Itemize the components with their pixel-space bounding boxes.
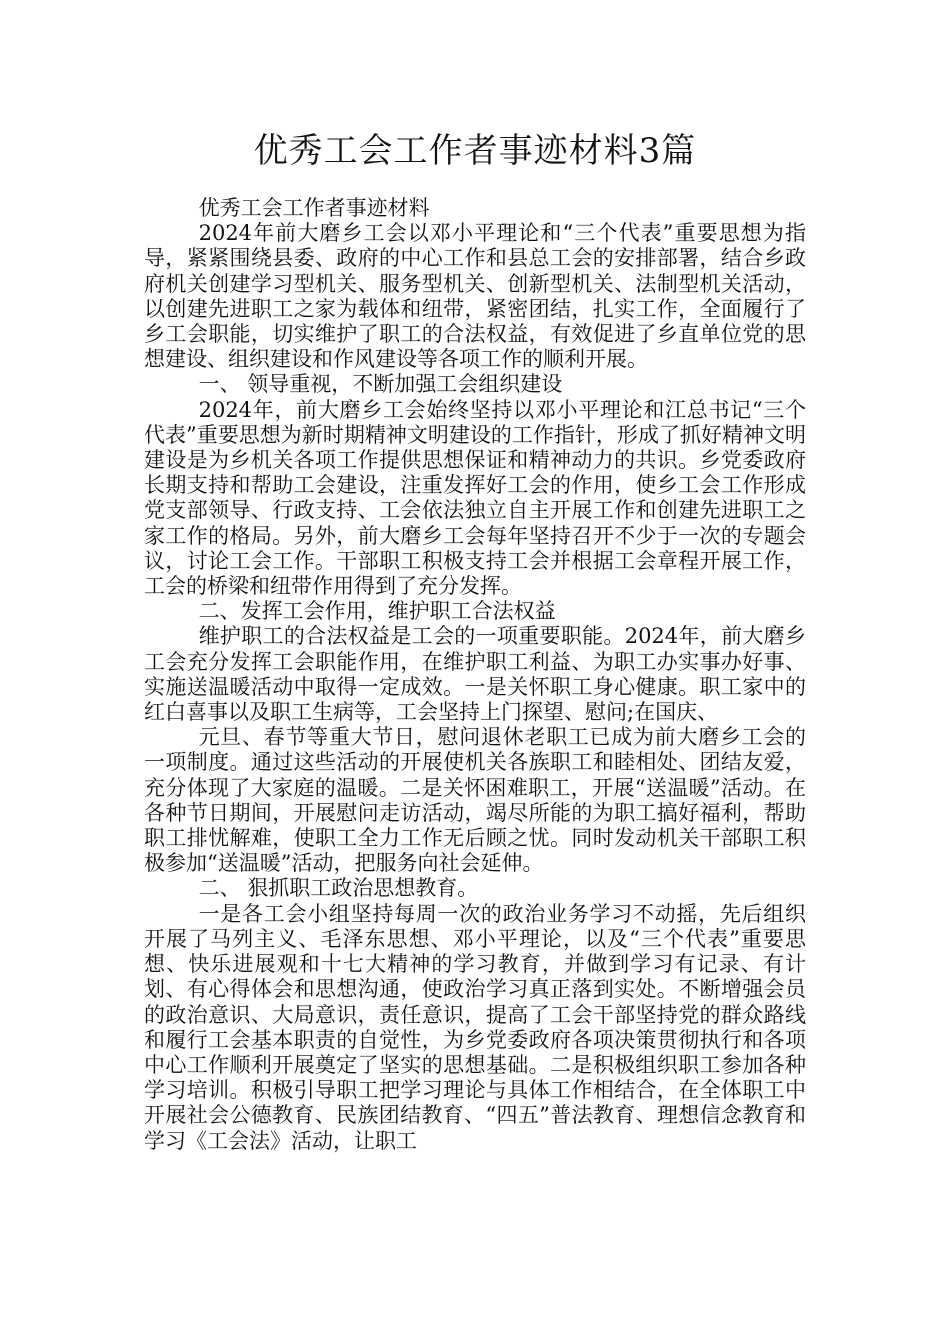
paragraph: 元旦、春节等重大节日，慰问退休老职工已成为前大磨乡工会的一项制度。通过这些活动的开展使机关各族职工和睦相处、团结友爱，充分体现了大家庭的温暖。二是关怀困难职工，开展“送温暖”活动。在各种节日期间，开展慰问走访活动，竭尽所能的为职工搞好福利，帮助职工排忧解难，使职工全力工作无后顾之忧。同时发动机关干部职工积极参加“送温暖”活动，把服务向社会延伸。 [144,725,806,876]
section-heading: 一、 领导重视，不断加强工会组织建设 [198,372,563,397]
section-subtitle: 优秀工会工作者事迹材料 [198,196,430,220]
section-heading: 二、 狠抓职工政治思想教育。 [198,876,479,901]
document-title: 优秀工会工作者事迹材料3篇 [253,131,697,171]
document-body [144,196,806,1154]
paragraph: 2024年前大磨乡工会以邓小平理论和“三个代表”重要思想为指导，紧紧围绕县委、政府的中心工作和县总工会的安排部署，结合乡政府机关创建学习型机关、服务型机关、创新型机关、法制型机关活动，以创建先进职工之家为载体和纽带，紧密团结，扎实工作，全面履行了乡工会职能，切实维护了职工的合法权益，有效促进了乡直单位党的思想建设、组织建设和作风建设等各项工作的顺利开展。 [144,221,806,372]
paragraph: 2024年，前大磨乡工会始终坚持以邓小平理论和江总书记“三个代表”重要思想为新时期精神文明建设的工作指针，形成了抓好精神文明建设是为乡机关各项工作提供思想保证和精神动力的共识。乡党委政府长期支持和帮助工会建设，注重发挥好工会的作用，使乡工会工作形成党支部领导、行政支持、工会依法独立自主开展工作和创建先进职工之家工作的格局。另外，前大磨乡工会每年坚持召开不少于一次的专题会议，讨论工会工作。干部职工积极支持工会并根据工会章程开展工作，工会的桥梁和纽带作用得到了充分发挥。 [144,397,806,599]
paragraph: 一是各工会小组坚持每周一次的政治业务学习不动摇，先后组织开展了马列主义、毛泽东思想、邓小平理论，以及“三个代表”重要思想、快乐进展观和十七大精神的学习教育，并做到学习有记录、有计划、有心得体会和思想沟通，使政治学习真正落到实处。不断增强会员的政治意识、大局意识，责任意识，提高了工会干部坚持党的群众路线和履行工会基本职责的自觉性，为乡党委政府各项决策贯彻执行和各项中心工作顺利开展奠定了坚实的思想基础。二是积极组织职工参加各种学习培训。积极引导职工把学习理论与具体工作相结合，在全体职工中开展社会公德教育、民族团结教育、“四五”普法教育、理想信念教育和学习《工会法》活动，让职工 [144,901,806,1153]
paragraph: 维护职工的合法权益是工会的一项重要职能。2024年，前大磨乡工会充分发挥工会职能作用，在维护职工利益、为职工办实事办好事、实施送温暖活动中取得一定成效。一是关怀职工身心健康。职工家中的红白喜事以及职工生病等，工会坚持上门探望、慰问;在国庆、 [144,624,806,725]
section-heading: 二、发挥工会作用，维护职工合法权益 [198,599,556,624]
